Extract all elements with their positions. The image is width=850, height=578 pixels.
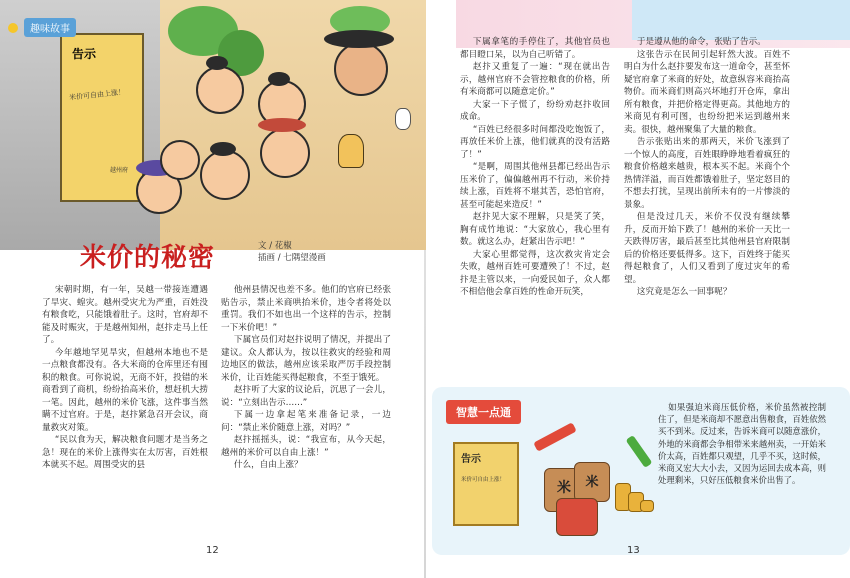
villager-hair bbox=[268, 72, 290, 86]
story-illustration bbox=[0, 0, 426, 250]
left-column-2 bbox=[221, 284, 391, 472]
paragraph: “民以食为天，解决粮食问题才是当务之急！现在的米价上涨得实在太厉害，百姓根本就买不起。周围受灾的县 bbox=[42, 435, 208, 470]
paragraph: 大家心里都觉得，这次救灾肯定会失败，越州百姓可要遭殃了！不过，赵抃是主管以来，一向爱民如子，众人都不相信他会拿百姓的性命开玩笑， bbox=[460, 249, 610, 297]
wisdom-tag: 智慧一点通 bbox=[446, 400, 521, 424]
paragraph: 这张告示在民间引起轩然大波。百姓不明白为什么赵抃要发布这一道命令，甚至怀疑官府拿了米商的好处，故意纵容米商抬高物价。而米商们则高兴坏地打开仓库，拿出所有粮食，并把价格定得更高。其他地方的米商见有利可图，也纷纷把米运到越州来卖。很快，越州聚集了大量的粮食。 bbox=[624, 49, 790, 135]
paragraph: 但是没过几天，米价不仅没有继续攀升，反而开始下跌了！越州的米价一天比一天跌得厉害，最后甚至比其他州县官府限制后的价格还要低得多。这下，百姓终于能买得起粮食了，人们又看到了度过灾年的希望。 bbox=[624, 212, 790, 285]
rice-bag-label: 米 bbox=[585, 475, 599, 490]
illustrator-credit: 插画 / 七隅望漫画 bbox=[258, 253, 326, 263]
rice-bag-label: 米 bbox=[557, 480, 571, 496]
wisdom-notice-sign bbox=[453, 442, 519, 526]
official-figure bbox=[334, 42, 388, 96]
villager-hair bbox=[210, 142, 236, 156]
notice-line: 米价可自由上涨！ bbox=[68, 88, 126, 102]
paragraph: “百姓已经很多时间都没吃饱饭了，再放任米价上涨，他们就真的没有活路了！” bbox=[460, 124, 610, 160]
left-column-1 bbox=[42, 284, 208, 472]
paragraph: 赵抃见大家不理解，只是笑了笑，胸有成竹地说：“大家放心，我心里有数。就这么办，赶紧出告示吧！” bbox=[460, 212, 610, 247]
wisdom-notice-title: 告示 bbox=[461, 454, 481, 465]
notice-seal: 越州府 bbox=[110, 167, 129, 174]
villager-hat bbox=[258, 118, 306, 132]
page-number-right: 13 bbox=[627, 545, 640, 556]
rice-bag-icon bbox=[574, 462, 610, 502]
dog-icon bbox=[338, 134, 364, 168]
rabbit-icon bbox=[395, 108, 411, 130]
notice-sign bbox=[60, 33, 144, 202]
villager-hair bbox=[206, 56, 228, 70]
section-tag-label: 趣味故事 bbox=[24, 18, 76, 37]
top-blue-band bbox=[632, 0, 850, 40]
villager-figure bbox=[160, 140, 200, 180]
paragraph: 赵抃又重复了一遍：“现在就出告示，越州官府不会管控粮食的价格，所有米商都可以随意定价。” bbox=[460, 62, 610, 97]
paragraph: 下属官员们对赵抃说明了情况，并提出了建议。众人都认为，按以往救灾的经验和周边地区的做法，越州应该采取严厉手段控制米价，让百姓能买得起粮食，不至于饿死。 bbox=[221, 335, 391, 383]
paragraph: 下属一边拿起笔来准备记录，一边问：“禁止米价随意上涨，对吗？” bbox=[221, 410, 391, 433]
official-hat bbox=[324, 30, 394, 48]
paragraph: 今年越地罕见旱灾，但越州本地也不是一点粮食都没有。各大米商的仓库里还有囤积的粮食。可你说说，无商不奸，投错的米商看到了商机，纷纷抬高米价，想赶机大捞一笔。因此，越州的米价飞涨，这件事当然瞒不过官府。于是，赵抃紧急召开会议，商量救灾对策。 bbox=[42, 347, 208, 433]
paragraph: 他州县情况也差不多。他们的官府已经张贴告示，禁止米商哄抬米价，违令者将处以重罚。我们不如也出一个这样的告示，控制一下米价吧！” bbox=[221, 285, 391, 333]
paragraph: 大家一下子慌了，纷纷劝赵抃收回成命。 bbox=[460, 99, 610, 122]
page-number-left: 12 bbox=[206, 545, 219, 556]
rice-sack-icon bbox=[556, 498, 598, 536]
article-title: 米价的秘密 bbox=[80, 243, 216, 273]
paragraph: 赵抃听了大家的议论后，沉思了一会儿，说：“立刻出告示……” bbox=[221, 385, 391, 408]
article-credits bbox=[258, 240, 326, 264]
paragraph: “是啊，周围其他州县都已经出告示压米价了，偏偏越州再不行动，米价持续上涨，百姓将不堪其苦，恐怕官府，甚至可能起来造反！” bbox=[460, 162, 610, 210]
paragraph: 什么，自由上涨？ bbox=[233, 460, 303, 470]
author-credit: 文 / 花椒 bbox=[258, 241, 292, 251]
notice-title: 告示 bbox=[72, 47, 97, 61]
coin-stack-icon bbox=[640, 500, 654, 512]
wisdom-text bbox=[658, 401, 826, 486]
section-tag bbox=[8, 18, 76, 37]
bulb-icon bbox=[8, 23, 18, 33]
paragraph: 赵抃摇摇头，说：“我宣布，从今天起，越州的米价可以自由上涨！” bbox=[221, 435, 391, 458]
right-column-2 bbox=[624, 36, 790, 299]
right-column-1 bbox=[460, 36, 610, 299]
paragraph: 如果强迫米商压低价格，米价虽然被控制住了，但是米商却不愿意出售粮食，百姓依然买不到米。反过来，告诉米商可以随意涨价，外地的米商都会争相带米来越州卖，一开始米价太高，百姓都只观望，几乎不买，这时候，米商又宏大大小去，又因为运回去成本高，则处理剩米，只好压低粮食米价出售了。 bbox=[658, 402, 826, 486]
paragraph: 下属拿笔的手停住了，其他官员也都目瞪口呆，以为自己听错了。 bbox=[460, 37, 610, 60]
villager-figure bbox=[260, 128, 310, 178]
villager-figure bbox=[200, 150, 250, 200]
wisdom-notice-line: 米价可自由上涨！ bbox=[461, 477, 506, 483]
paragraph: 告示张贴出来的那两天，米价飞涨到了一个惊人的高度，百姓眼睁睁地看着疯狂的粮食价格越来越贵，根本买不起。米商个个热情洋溢，而百姓都饿着肚子，坚定怒目的不想去打扰，呈现出前所未有的一片惨淡的景象。 bbox=[624, 137, 790, 210]
paragraph: 这究竟是怎么一回事呢？ bbox=[636, 287, 732, 297]
villager-figure bbox=[196, 66, 244, 114]
paragraph: 宋朝时期，有一年，吴越一带接连遭遇了旱灾、蝗灾。越州受灾尤为严重，百姓没有粮食吃，只能饿着肚子。这时，官府却不能及时赈灾，于是越州知州，赵抃走马上任了。 bbox=[42, 285, 208, 345]
paragraph: 于是遵从他的命令，张贴了告示。 bbox=[636, 37, 766, 47]
